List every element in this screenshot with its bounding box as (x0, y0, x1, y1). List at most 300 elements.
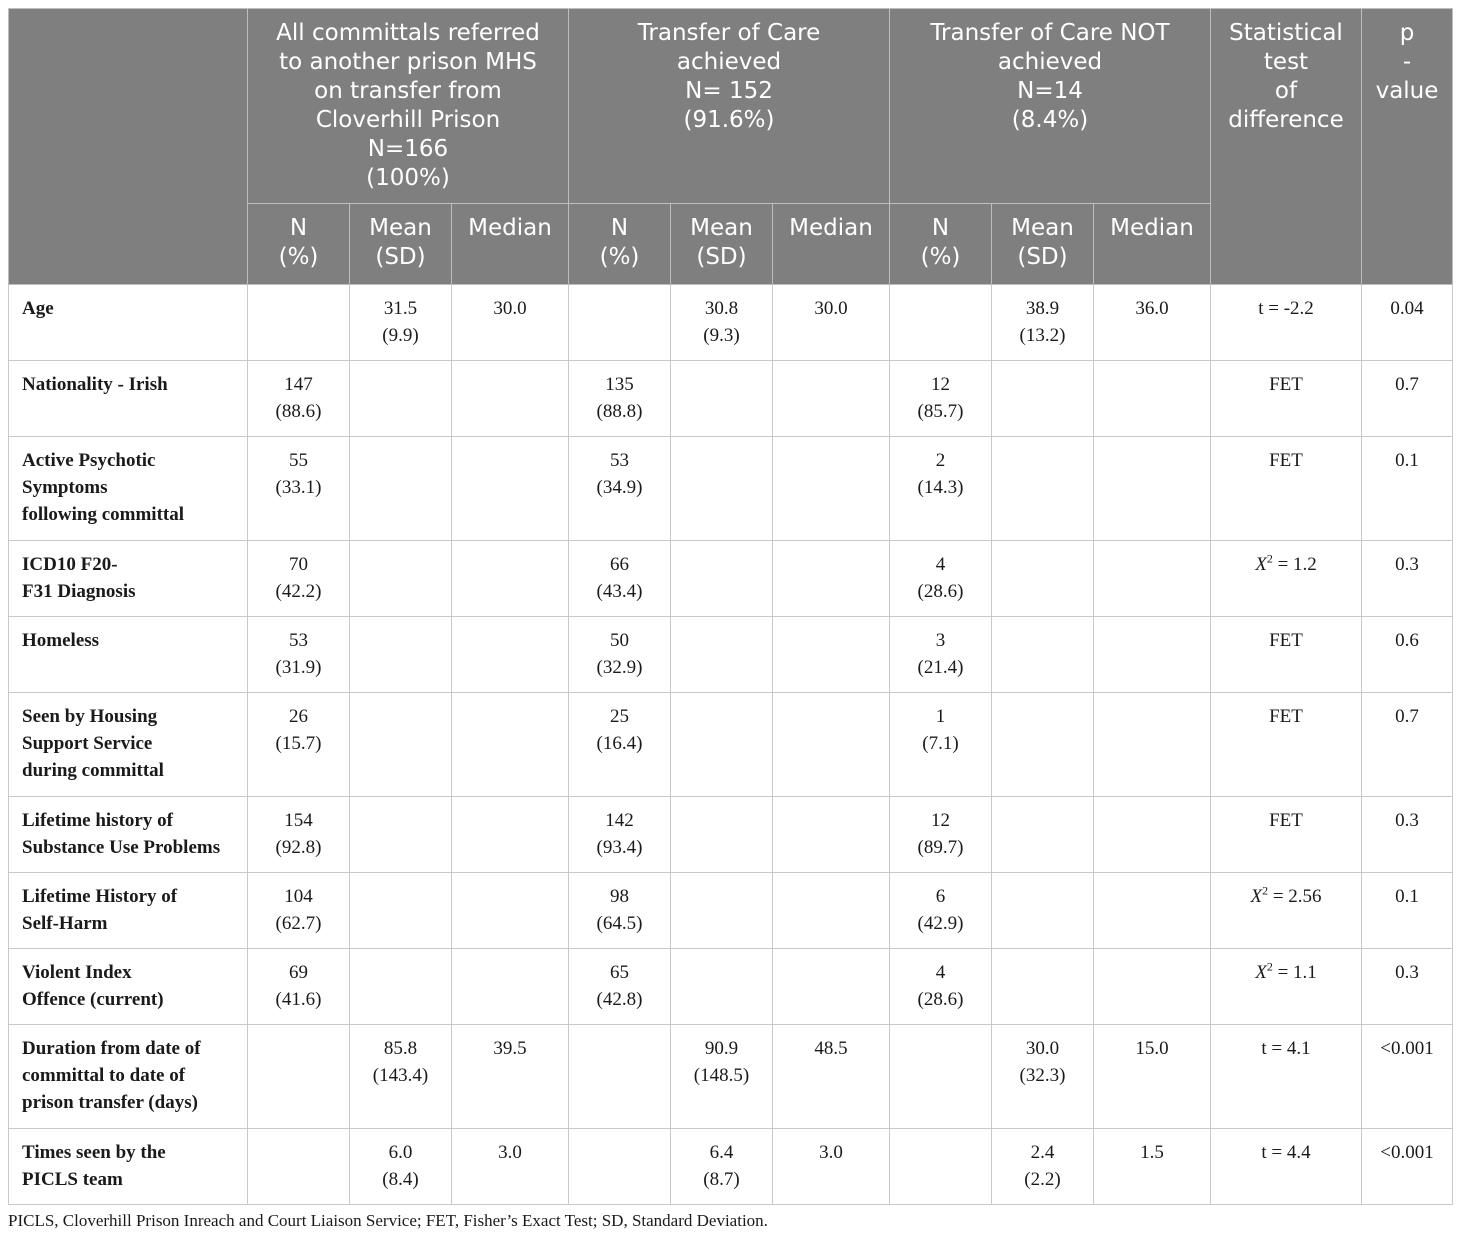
table-row (9, 1129, 1453, 1205)
table-row (9, 949, 1453, 1025)
cell-line: (%) (599, 244, 640, 270)
cell-line: (15.7) (275, 733, 322, 754)
cell-line: N=166 (367, 136, 449, 162)
cell-line: 6.0 (388, 1142, 413, 1163)
cell-line: Duration from date of (22, 1038, 201, 1059)
cell-line: (9.3) (703, 325, 740, 346)
table-cell (890, 1025, 992, 1129)
cell-line: 69 (289, 962, 308, 983)
cell-line: (32.9) (596, 657, 643, 678)
cell-line: N (931, 215, 950, 241)
cell-line: N= 152 (685, 78, 773, 104)
cell-line: (16.4) (596, 733, 643, 754)
cell-line: (8.4%) (1011, 107, 1089, 133)
table-cell (350, 541, 452, 617)
cell-line: 55 (289, 450, 308, 471)
table-cell (1094, 437, 1211, 541)
cell-line: 0.1 (1395, 450, 1419, 471)
cell-line: PICLS team (22, 1169, 123, 1190)
table-cell (890, 873, 992, 949)
header-blank-corner (9, 9, 248, 285)
table-cell (671, 617, 773, 693)
table-cell (248, 1129, 350, 1205)
table-cell (992, 437, 1094, 541)
table-cell (452, 541, 569, 617)
header-statistical-test (1211, 9, 1362, 285)
cell-line: t = -2.2 (1258, 298, 1314, 319)
cell-line: 30.0 (814, 298, 848, 319)
table-cell (248, 617, 350, 693)
table-cell (671, 873, 773, 949)
cell-line: N (610, 215, 629, 241)
cell-line: t = 4.4 (1261, 1142, 1311, 1163)
cell-line: 0.3 (1395, 810, 1419, 831)
cell-line: Statistical (1229, 20, 1343, 46)
table-cell (1362, 285, 1453, 361)
cell-line: test (1263, 49, 1309, 75)
table-cell (569, 437, 671, 541)
cell-line: 0.7 (1395, 706, 1419, 727)
table-cell (992, 541, 1094, 617)
cell-line: (41.6) (275, 989, 322, 1010)
cell-line: 3.0 (498, 1142, 522, 1163)
table-cell (992, 1025, 1094, 1129)
cell-line: 0.3 (1395, 962, 1419, 983)
subheader-n-percent (890, 204, 992, 285)
table-cell (1211, 949, 1362, 1025)
cell-line: Symptoms (22, 477, 108, 498)
table-cell (1211, 797, 1362, 873)
cell-line: 66 (610, 554, 629, 575)
cell-line: (42.9) (917, 913, 964, 934)
table-cell (890, 1129, 992, 1205)
table-cell (773, 949, 890, 1025)
cell-line: 0.3 (1395, 554, 1419, 575)
table-cell (452, 949, 569, 1025)
cell-line: during committal (22, 760, 164, 781)
table-cell (671, 1025, 773, 1129)
subheader-mean-sd (350, 204, 452, 285)
cell-line: 104 (284, 886, 313, 907)
cell-line: Transfer of Care (637, 20, 821, 46)
cell-line: 2 (935, 450, 946, 471)
table-cell (452, 797, 569, 873)
cell-line: (32.3) (1019, 1065, 1066, 1086)
cell-line: (92.8) (275, 837, 322, 858)
table-cell (1211, 437, 1362, 541)
cell-line: 6 (935, 886, 946, 907)
cell-line: (89.7) (917, 837, 964, 858)
table-cell (1211, 285, 1362, 361)
table-cell (1094, 873, 1211, 949)
cell-line: F31 Diagnosis (22, 581, 136, 602)
cell-line: (13.2) (1019, 325, 1066, 346)
cell-line: (28.6) (917, 989, 964, 1010)
table-cell (1094, 541, 1211, 617)
cell-line: Times seen by the (22, 1142, 166, 1163)
table-cell (1094, 285, 1211, 361)
cell-line: (143.4) (372, 1065, 429, 1086)
table-cell (671, 949, 773, 1025)
row-label (9, 1129, 248, 1205)
table-cell (890, 285, 992, 361)
cell-line: value (1375, 78, 1439, 104)
table-cell (773, 873, 890, 949)
cell-line: Lifetime History of (22, 886, 178, 907)
cell-line: on transfer from (314, 78, 502, 104)
table-cell (671, 797, 773, 873)
table-cell (1362, 437, 1453, 541)
cell-line: achieved (997, 49, 1103, 75)
table-cell (248, 797, 350, 873)
table-cell (452, 361, 569, 437)
table-cell (350, 949, 452, 1025)
table-cell (248, 949, 350, 1025)
table-cell (1362, 1025, 1453, 1129)
cell-line: FET (1269, 810, 1303, 831)
table-cell (350, 1129, 452, 1205)
cell-line: 25 (610, 706, 629, 727)
table-row (9, 437, 1453, 541)
cell-line: 2.4 (1030, 1142, 1055, 1163)
header-group-transfer-achieved (569, 9, 890, 204)
cell-line: 65 (610, 962, 629, 983)
cell-line: FET (1269, 706, 1303, 727)
cell-line: <0.001 (1380, 1142, 1434, 1163)
cell-line: Transfer of Care NOT (930, 20, 1170, 46)
table-footnote: PICLS, Cloverhill Prison Inreach and Court Liaison Service; FET, Fisher’s Exact Test; SD, Standard Deviation. (8, 1211, 768, 1230)
table-cell (452, 873, 569, 949)
cell-line: 53 (289, 630, 308, 651)
cell-line: 147 (284, 374, 313, 395)
table-cell (773, 693, 890, 797)
row-label (9, 617, 248, 693)
cell-line: (91.6%) (683, 107, 775, 133)
row-label (9, 693, 248, 797)
table-cell (452, 1129, 569, 1205)
table-cell (569, 1025, 671, 1129)
table-cell (350, 437, 452, 541)
cell-line: 30.8 (704, 298, 739, 319)
table-cell (992, 1129, 1094, 1205)
cell-line: (33.1) (275, 477, 322, 498)
cell-line: 48.5 (814, 1038, 848, 1059)
table-cell (890, 797, 992, 873)
cell-line: (14.3) (917, 477, 964, 498)
cell-line: Nationality - Irish (22, 374, 168, 395)
table-cell (248, 1025, 350, 1129)
table-cell (248, 541, 350, 617)
table-cell (671, 437, 773, 541)
table-cell (350, 693, 452, 797)
table-cell (452, 693, 569, 797)
table-cell (1362, 361, 1453, 437)
table-cell (773, 1129, 890, 1205)
table-cell (773, 797, 890, 873)
cell-line: Support Service (22, 733, 153, 754)
cell-line: Mean (369, 215, 432, 241)
table-cell (569, 1129, 671, 1205)
cell-line: 154 (284, 810, 313, 831)
cell-line: (SD) (696, 244, 747, 270)
header-group-transfer-not-achieved (890, 9, 1211, 204)
subheader-median: Median (1094, 204, 1211, 285)
cell-line: 26 (289, 706, 308, 727)
table-cell (350, 361, 452, 437)
table-row (9, 617, 1453, 693)
table-cell (1211, 1129, 1362, 1205)
cell-line: All committals referred (276, 20, 540, 46)
header-p-value (1362, 9, 1453, 285)
table-cell (992, 949, 1094, 1025)
table-cell (1362, 873, 1453, 949)
table-cell (569, 949, 671, 1025)
table-cell (773, 361, 890, 437)
cell-line: 15.0 (1135, 1038, 1169, 1059)
table-row (9, 873, 1453, 949)
table-cell (890, 437, 992, 541)
cell-line: 0.6 (1395, 630, 1419, 651)
table-cell (1094, 361, 1211, 437)
subheader-median: Median (452, 204, 569, 285)
cell-line: (62.7) (275, 913, 322, 934)
subheader-mean-sd (992, 204, 1094, 285)
cell-line: (21.4) (917, 657, 964, 678)
table-cell (569, 693, 671, 797)
table-cell (773, 285, 890, 361)
cell-line: (88.8) (596, 401, 643, 422)
cell-line: 70 (289, 554, 308, 575)
table-cell (1094, 1129, 1211, 1205)
cell-line: Seen by Housing (22, 706, 158, 727)
cell-line: 12 (931, 810, 950, 831)
cell-line: 30.0 (493, 298, 527, 319)
table-body (9, 285, 1453, 1205)
cell-line: (88.6) (275, 401, 322, 422)
cell-line: 36.0 (1135, 298, 1169, 319)
table-cell (773, 437, 890, 541)
cell-line: (31.9) (275, 657, 322, 678)
cell-line: N (289, 215, 308, 241)
cell-line: Cloverhill Prison (315, 107, 501, 133)
cell-line: of (1274, 78, 1298, 104)
cell-line: (%) (920, 244, 961, 270)
cell-line: 1.5 (1140, 1142, 1164, 1163)
table-cell (890, 617, 992, 693)
table-cell (248, 873, 350, 949)
table-cell (1094, 797, 1211, 873)
cell-line: difference (1228, 107, 1344, 133)
table-cell (671, 1129, 773, 1205)
cell-line: FET (1269, 630, 1303, 651)
cell-line: Lifetime history of (22, 810, 173, 831)
row-label (9, 541, 248, 617)
table-row (9, 361, 1453, 437)
table-cell (350, 285, 452, 361)
table-cell (773, 541, 890, 617)
cell-line: (8.4) (382, 1169, 419, 1190)
cell-line: 4 (935, 962, 946, 983)
table-cell (1211, 693, 1362, 797)
cell-line: 142 (605, 810, 634, 831)
cell-line: Violent Index (22, 962, 132, 983)
table-cell (890, 693, 992, 797)
subheader-n-percent (569, 204, 671, 285)
cell-line: 4 (935, 554, 946, 575)
table-cell (1094, 617, 1211, 693)
row-label (9, 1025, 248, 1129)
cell-line: 3 (935, 630, 946, 651)
cell-line: (7.1) (922, 733, 959, 754)
cell-line: Self-Harm (22, 913, 108, 934)
cell-line: FET (1269, 450, 1303, 471)
table-cell (569, 541, 671, 617)
cell-line: $X^2 = 1.2$ (1255, 551, 1317, 575)
table-cell (569, 797, 671, 873)
cell-line: following committal (22, 504, 185, 525)
cell-line: ICD10 F20- (22, 554, 118, 575)
cell-line: 50 (610, 630, 629, 651)
cell-line: Mean (690, 215, 753, 241)
table-cell (569, 285, 671, 361)
table-cell (350, 797, 452, 873)
table-cell (992, 797, 1094, 873)
table-header (9, 9, 1453, 285)
row-label (9, 949, 248, 1025)
row-label (9, 285, 248, 361)
row-label (9, 797, 248, 873)
cell-line: $X^2 = 1.1$ (1255, 959, 1317, 983)
cell-line: t = 4.1 (1261, 1038, 1311, 1059)
table-cell (671, 541, 773, 617)
cell-line: Offence (current) (22, 989, 164, 1010)
table-cell (1362, 541, 1453, 617)
cell-line: (148.5) (693, 1065, 750, 1086)
table-cell (1362, 949, 1453, 1025)
table-row (9, 541, 1453, 617)
table-cell (890, 361, 992, 437)
cell-line: (100%) (366, 165, 450, 191)
cell-line: prison transfer (days) (22, 1092, 198, 1113)
cell-line: Substance Use Problems (22, 837, 221, 858)
cell-line: Mean (1011, 215, 1074, 241)
row-label (9, 437, 248, 541)
table-cell (992, 693, 1094, 797)
table-cell (452, 285, 569, 361)
table-cell (569, 873, 671, 949)
subheader-median: Median (773, 204, 890, 285)
table-cell (1211, 541, 1362, 617)
table-cell (773, 617, 890, 693)
cell-line: committal to date of (22, 1065, 186, 1086)
table-row (9, 1025, 1453, 1129)
table-cell (350, 873, 452, 949)
table-cell (1362, 617, 1453, 693)
table-cell (671, 693, 773, 797)
table-cell (248, 693, 350, 797)
table-cell (569, 617, 671, 693)
table-cell (452, 617, 569, 693)
table-cell (350, 617, 452, 693)
cell-line: (42.2) (275, 581, 322, 602)
cell-line: (28.6) (917, 581, 964, 602)
table-row (9, 693, 1453, 797)
cell-line: 39.5 (493, 1038, 527, 1059)
cell-line: 85.8 (383, 1038, 418, 1059)
subheader-mean-sd (671, 204, 773, 285)
cell-line: (34.9) (596, 477, 643, 498)
cell-line: 12 (931, 374, 950, 395)
table-cell (350, 1025, 452, 1129)
cell-line: Homeless (22, 630, 100, 651)
table-cell (890, 949, 992, 1025)
table-cell (1094, 693, 1211, 797)
table-cell (1094, 1025, 1211, 1129)
cell-line: FET (1269, 374, 1303, 395)
header-group-all-committals (248, 9, 569, 204)
cell-line: (93.4) (596, 837, 643, 858)
cell-line: 0.7 (1395, 374, 1419, 395)
row-label (9, 873, 248, 949)
table-cell (452, 1025, 569, 1129)
header-row-groups (9, 9, 1453, 204)
table-cell (773, 1025, 890, 1129)
table-cell (1362, 1129, 1453, 1205)
cell-line: achieved (676, 49, 782, 75)
table-cell (569, 361, 671, 437)
cell-line: (SD) (375, 244, 426, 270)
cell-line: 31.5 (383, 298, 418, 319)
table-cell (992, 285, 1094, 361)
cell-line: 0.04 (1390, 298, 1424, 319)
cell-line: - (1402, 49, 1412, 75)
table-cell (671, 285, 773, 361)
table-cell (1094, 949, 1211, 1025)
cell-line: N=14 (1017, 78, 1083, 104)
cell-line: 98 (610, 886, 629, 907)
table-cell (992, 873, 1094, 949)
table-cell (248, 361, 350, 437)
data-table-container (8, 8, 1452, 1205)
cell-line: 3.0 (819, 1142, 843, 1163)
cell-line: 6.4 (709, 1142, 734, 1163)
cell-line: 53 (610, 450, 629, 471)
subheader-n-percent (248, 204, 350, 285)
table-cell (671, 361, 773, 437)
table-cell (248, 285, 350, 361)
cell-line: Age (22, 298, 54, 319)
table-cell (1362, 797, 1453, 873)
cell-line: (SD) (1017, 244, 1068, 270)
cell-line: 38.9 (1025, 298, 1060, 319)
table-cell (992, 361, 1094, 437)
cell-line: 30.0 (1025, 1038, 1060, 1059)
cell-line: (9.9) (382, 325, 419, 346)
table-cell (1362, 693, 1453, 797)
cell-line: (8.7) (703, 1169, 740, 1190)
cell-line: (2.2) (1024, 1169, 1061, 1190)
data-table (8, 8, 1453, 1205)
table-row (9, 285, 1453, 361)
cell-line: 135 (605, 374, 634, 395)
cell-line: 90.9 (704, 1038, 739, 1059)
cell-line: Active Psychotic (22, 450, 156, 471)
cell-line: to another prison MHS (279, 49, 537, 75)
cell-line: p (1399, 20, 1415, 46)
cell-line: (42.8) (596, 989, 643, 1010)
table-cell (1211, 1025, 1362, 1129)
cell-line: (64.5) (596, 913, 643, 934)
